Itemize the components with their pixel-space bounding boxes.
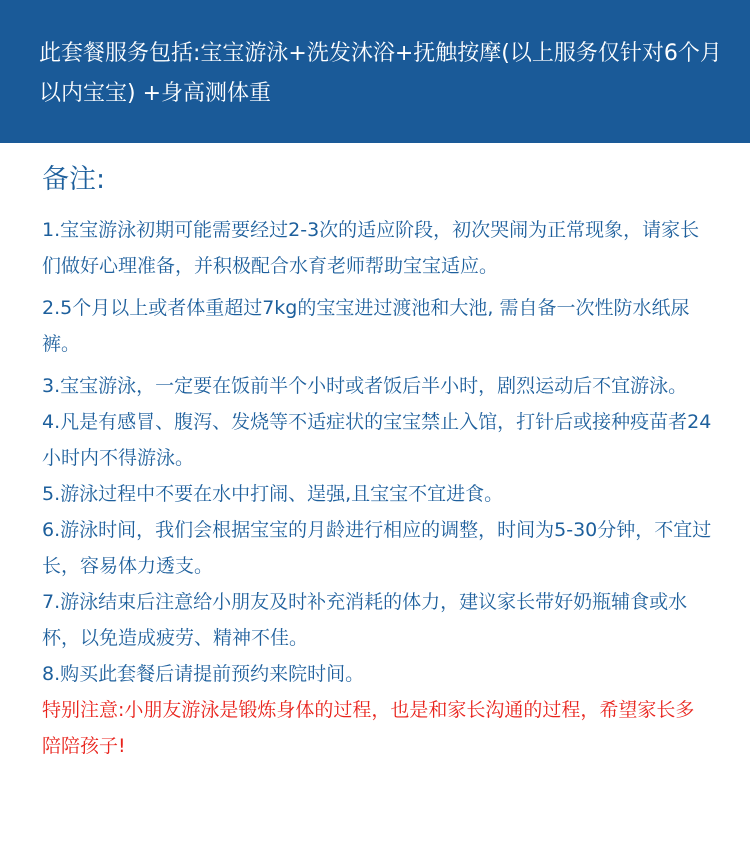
note-item-7: 7.游泳结束后注意给小朋友及时补充消耗的体力，建议家长带好奶瓶辅食或水杯，以免造成疲劳、精神不佳。 <box>42 591 688 649</box>
special-warning: 特别注意:小朋友游泳是锻炼身体的过程，也是和家长沟通的过程，希望家长多陪陪孩子! <box>42 699 695 757</box>
note-item-4: 4.凡是有感冒、腹泻、发烧等不适症状的宝宝禁止入馆，打针后或接种疫苗者24小时内不得游泳。 <box>42 411 712 469</box>
notes-section <box>42 160 712 764</box>
note-item-2: 2.5个月以上或者体重超过7kg的宝宝进过渡池和大池, 需自备一次性防水纸尿裤。 <box>42 297 690 355</box>
note-item-3: 3.宝宝游泳，一定要在饭前半个小时或者饭后半小时，剧烈运动后不宜游泳。 <box>42 375 688 397</box>
note-item-5: 5.游泳过程中不要在水中打闹、逞强,且宝宝不宜进食。 <box>42 483 504 505</box>
notes-heading: 备注: <box>42 164 106 195</box>
note-item-8: 8.购买此套餐后请提前预约来院时间。 <box>42 663 365 685</box>
service-description: 此套餐服务包括:宝宝游泳+洗发沐浴+抚触按摩(以上服务仅针对6个月以内宝宝) +身高测体重 <box>39 41 722 106</box>
note-item-6: 6.游泳时间，我们会根据宝宝的月龄进行相应的调整，时间为5-30分钟，不宜过长，容易体力透支。 <box>42 519 712 577</box>
note-item-1: 1.宝宝游泳初期可能需要经过2-3次的适应阶段，初次哭闹为正常现象，请家长们做好心理准备，并积极配合水育老师帮助宝宝适应。 <box>42 219 700 277</box>
header-banner <box>0 0 750 143</box>
